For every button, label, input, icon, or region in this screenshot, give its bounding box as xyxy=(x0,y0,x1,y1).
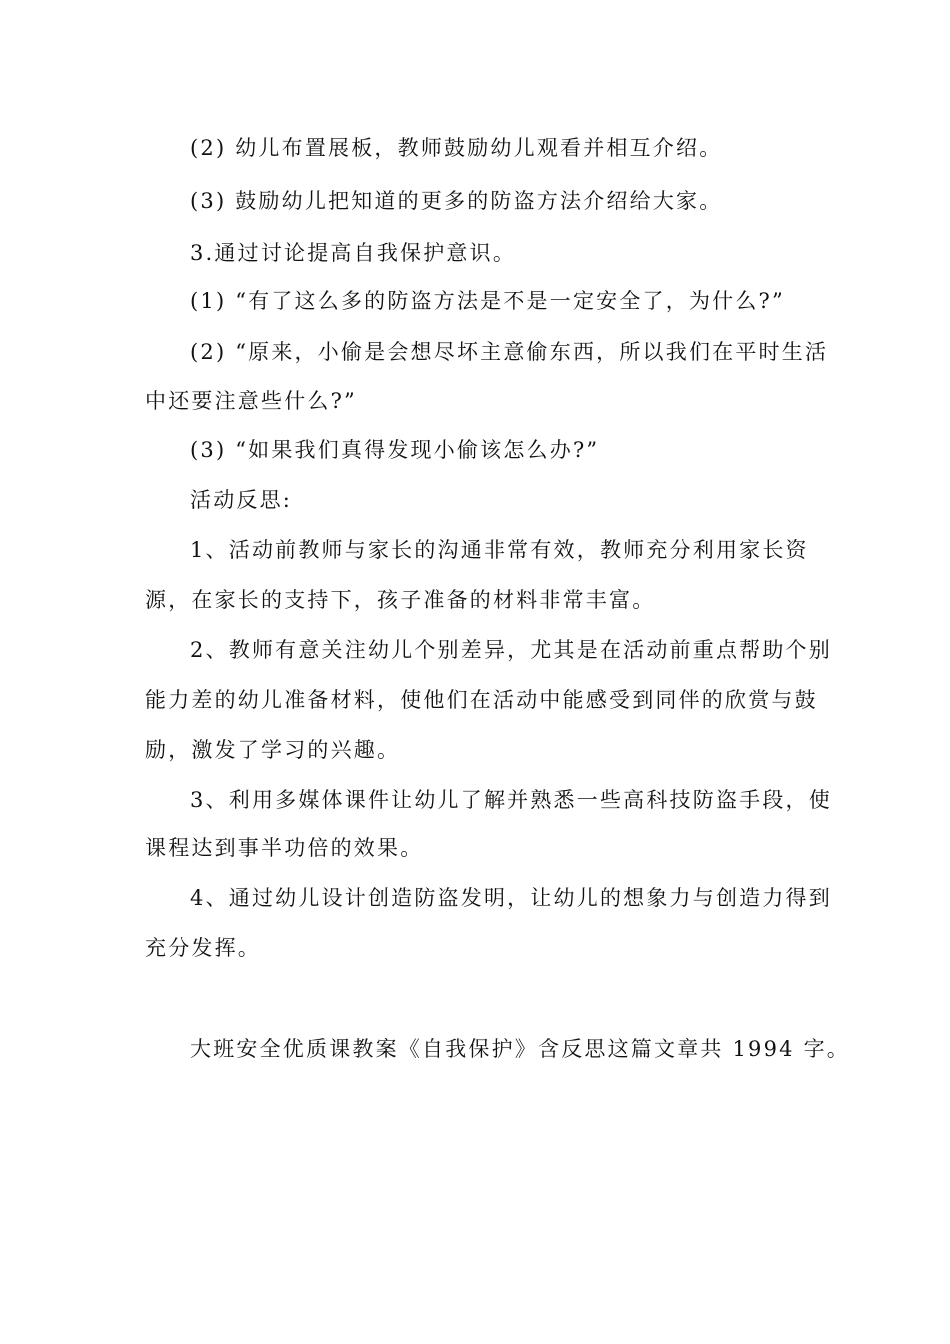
question-3: (3) “如果我们真得发现小偷该怎么办?” xyxy=(190,438,600,462)
question-1: (1) “有了这么多的防盗方法是不是一定安全了，为什么?” xyxy=(190,289,785,313)
reflection-2-line-3: 励，激发了学习的兴趣。 xyxy=(145,738,401,762)
reflection-3-line-1: 3、利用多媒体课件让幼儿了解并熟悉一些高科技防盗手段，使 xyxy=(190,788,832,812)
section-heading-discussion: 3.通过讨论提高自我保护意识。 xyxy=(190,241,517,265)
reflection-1-line-2: 源，在家长的支持下，孩子准备的材料非常丰富。 xyxy=(145,588,656,612)
reflection-1-line-1: 1、活动前教师与家长的沟通非常有效，教师充分利用家长资 xyxy=(190,538,809,562)
reflection-4-line-2: 充分发挥。 xyxy=(145,936,261,960)
reflection-2-line-2: 能力差的幼儿准备材料，使他们在活动中能感受到同伴的欣赏与鼓 xyxy=(145,688,818,712)
paragraph-step-3: (3) 鼓励幼儿把知道的更多的防盗方法介绍给大家。 xyxy=(190,189,723,213)
reflection-2-line-1: 2、教师有意关注幼儿个别差异，尤其是在活动前重点帮助个别 xyxy=(190,638,832,662)
article-word-count-note: 大班安全优质课教案《自我保护》含反思这篇文章共 1994 字。 xyxy=(190,1037,850,1061)
question-2-line-1: (2) “原来，小偷是会想尽坏主意偷东西，所以我们在平时生活 xyxy=(190,340,829,364)
reflection-3-line-2: 课程达到事半功倍的效果。 xyxy=(145,836,424,860)
reflection-4-line-1: 4、通过幼儿设计创造防盗发明，让幼儿的想象力与创造力得到 xyxy=(190,886,832,910)
paragraph-step-2: (2) 幼儿布置展板，教师鼓励幼儿观看并相互介绍。 xyxy=(190,136,723,160)
reflection-heading: 活动反思: xyxy=(190,488,293,512)
question-2-line-2: 中还要注意些什么?” xyxy=(145,389,357,413)
